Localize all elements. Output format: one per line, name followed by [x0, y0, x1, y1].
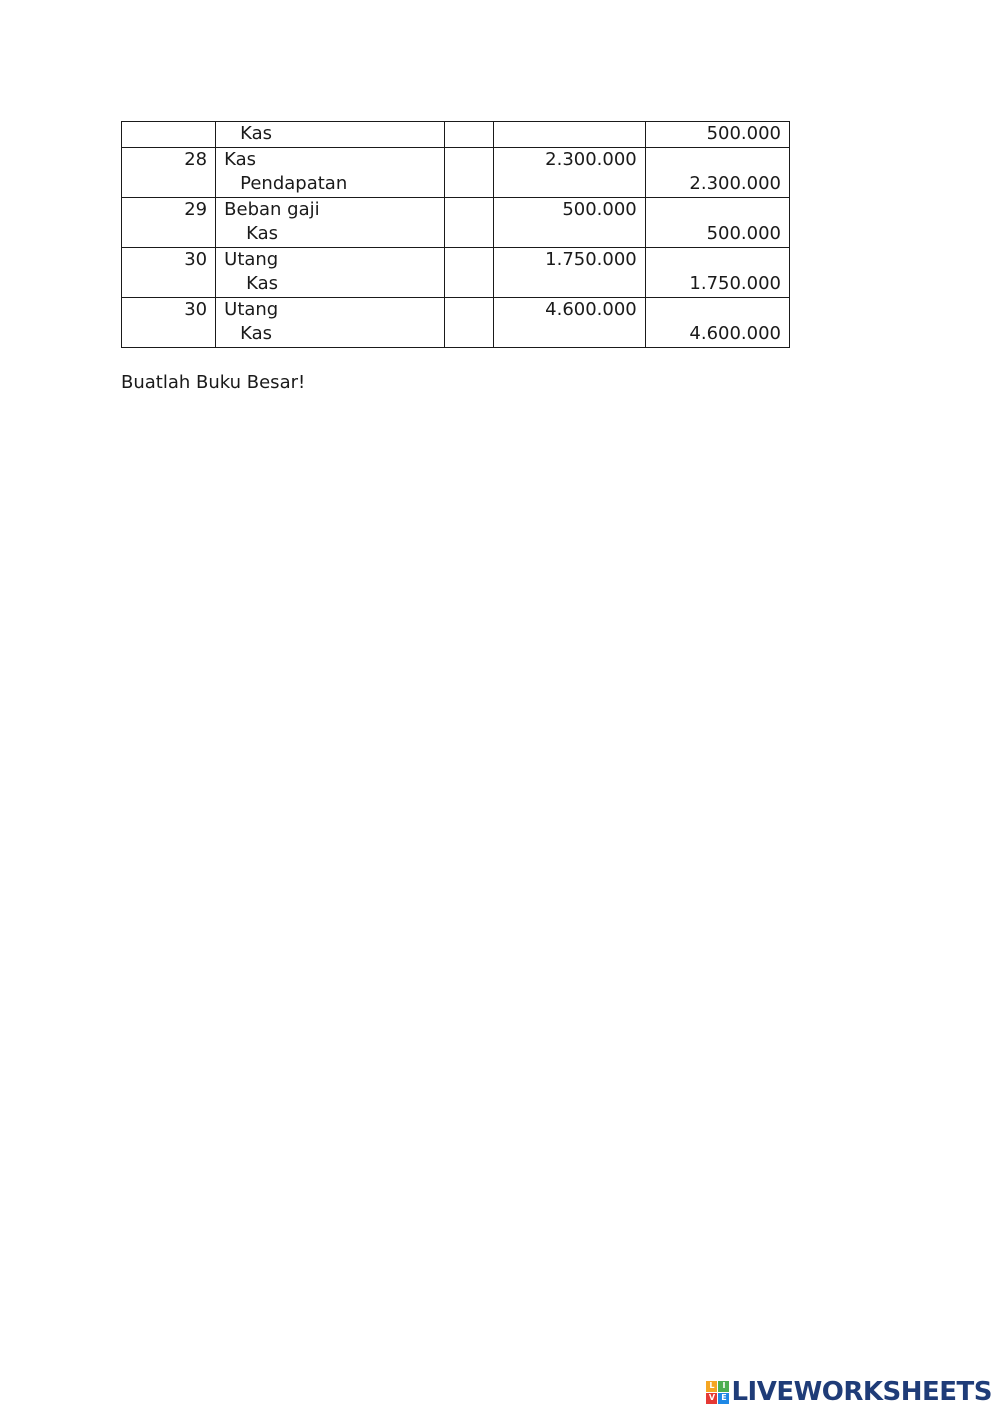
instruction-text: Buatlah Buku Besar! [121, 372, 306, 393]
account-name: Kas [240, 323, 273, 344]
debit-cell [493, 122, 645, 148]
credit-amount [654, 198, 781, 223]
date-value [130, 122, 207, 147]
liveworksheets-watermark [706, 1377, 992, 1407]
date-cell [122, 197, 216, 247]
debit-amount [502, 272, 637, 297]
account-name: Kas [224, 148, 257, 170]
liveworksheets-logo-icon [706, 1381, 729, 1404]
account-cell [216, 297, 445, 347]
date-cell [122, 247, 216, 297]
date-value: 28 [184, 148, 208, 170]
date-value: 29 [184, 198, 208, 220]
credit-amount: 500.000 [706, 123, 781, 144]
date-value: 30 [184, 248, 208, 270]
debit-cell [493, 247, 645, 297]
logo-square: I [718, 1381, 729, 1392]
account-cell [216, 247, 445, 297]
debit-cell [493, 297, 645, 347]
debit-cell [493, 197, 645, 247]
journal-row [122, 247, 790, 297]
ref-cell [445, 247, 493, 297]
journal-row [122, 122, 790, 148]
debit-amount [502, 122, 637, 147]
account-name: Kas [246, 223, 279, 244]
account-cell [216, 122, 445, 148]
debit-cell [493, 147, 645, 197]
date-cell [122, 122, 216, 148]
account-name: Pendapatan [240, 173, 348, 194]
account-name: Utang [224, 248, 279, 270]
debit-amount [502, 222, 637, 247]
credit-amount: 1.750.000 [689, 273, 781, 294]
account-name: Kas [240, 123, 273, 144]
credit-amount: 2.300.000 [689, 173, 781, 194]
credit-amount [654, 298, 781, 323]
credit-amount [654, 248, 781, 273]
journal-row [122, 147, 790, 197]
credit-cell [645, 147, 789, 197]
ref-cell [445, 197, 493, 247]
credit-cell [645, 197, 789, 247]
debit-amount: 2.300.000 [545, 148, 637, 170]
credit-amount: 500.000 [706, 223, 781, 244]
journal-row [122, 297, 790, 347]
ref-cell [445, 122, 493, 148]
journal-table [121, 121, 790, 348]
debit-amount: 500.000 [562, 198, 637, 220]
ref-cell [445, 147, 493, 197]
credit-cell [645, 122, 789, 148]
debit-amount [502, 172, 637, 197]
credit-cell [645, 297, 789, 347]
logo-square: L [706, 1381, 717, 1392]
account-name: Beban gaji [224, 198, 320, 220]
debit-amount [502, 322, 637, 347]
credit-amount [654, 148, 781, 173]
date-value: 30 [184, 298, 208, 320]
account-cell [216, 147, 445, 197]
journal-row [122, 197, 790, 247]
watermark-text: LIVEWORKSHEETS [731, 1377, 992, 1407]
account-name: Kas [246, 273, 279, 294]
account-name: Utang [224, 298, 279, 320]
ref-cell [445, 297, 493, 347]
credit-cell [645, 247, 789, 297]
date-cell [122, 297, 216, 347]
journal-body [122, 122, 790, 348]
credit-amount: 4.600.000 [689, 323, 781, 344]
logo-square: V [706, 1393, 717, 1404]
date-cell [122, 147, 216, 197]
debit-amount: 4.600.000 [545, 298, 637, 320]
account-cell [216, 197, 445, 247]
debit-amount: 1.750.000 [545, 248, 637, 270]
logo-square: E [718, 1393, 729, 1404]
